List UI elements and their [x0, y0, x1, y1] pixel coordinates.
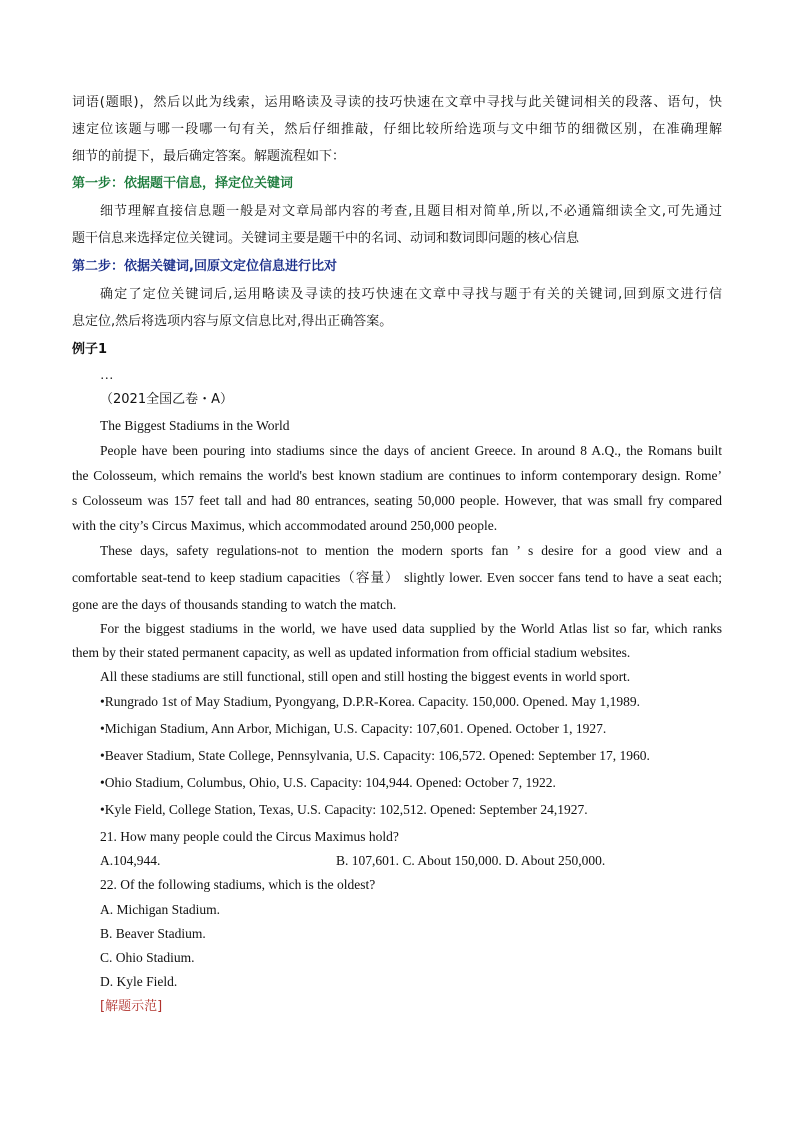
solution-demo-label: [解题示范]: [100, 999, 163, 1014]
intro-line-1: 词语(题眼)，然后以此为线索，运用略读及寻读的技巧快速在文章中寻找与此关键词相关的段落、语句，快: [72, 95, 722, 110]
q22-option: B. Beaver Stadium.: [100, 926, 206, 941]
step2-heading: 第二步：依据关键词,回原文定位信息进行比对: [72, 259, 337, 274]
stadium-item: •Rungrado 1st of May Stadium, Pyongyang, D.P.R-Korea. Capacity. 150,000. Opened. May 1,1989.: [100, 694, 641, 709]
q22-option: C. Ohio Stadium.: [100, 950, 195, 965]
passage-source: （2021全国乙卷・A）: [100, 392, 233, 407]
q22-option: D. Kyle Field.: [100, 974, 178, 989]
step2-paragraph-line-2: 息定位,然后将选项内容与原文信息比对,得出正确答案。: [72, 314, 393, 329]
step1-heading: 第一步：依据题干信息，择定位关键词: [72, 176, 294, 191]
stadium-item: •Beaver Stadium, State College, Pennsylvania, U.S. Capacity: 106,572. Opened: September 17, 1960.: [100, 748, 650, 763]
para2-line-3: gone are the days of thousands standing to watch the match.: [72, 597, 397, 612]
q21-options-bcd: B. 107,601. C. About 150,000. D. About 250,000.: [336, 853, 606, 868]
para2-line-1: These days, safety regulations-not to mention the modern sports fan ’ s desire for a good view and a: [100, 543, 722, 558]
para1-line-3: s Colosseum was 157 feet tall and had 80 entrances, seating 50,000 people. However, that was small fry compared: [72, 493, 722, 508]
example-label: 例子1: [72, 342, 108, 357]
stadium-item: •Kyle Field, College Station, Texas, U.S. Capacity: 102,512. Opened: September 24,1927.: [100, 802, 588, 817]
para1-line-2: the Colosseum, which remains the world's best known stadium are continues to inform contemporary design. Rome’: [72, 468, 722, 483]
para2-line-2: comfortable seat-tend to keep stadium capacities（容量） slightly lower. Even soccer fans tend to have a seat each;: [72, 570, 722, 585]
step1-paragraph-line-1: 细节理解直接信息题一般是对文章局部内容的考查,且题目相对简单,所以,不必通篇细读全文,可先通过: [100, 204, 722, 219]
stadium-item: •Ohio Stadium, Columbus, Ohio, U.S. Capacity: 104,944. Opened: October 7, 1922.: [100, 775, 556, 790]
para3-line-1: For the biggest stadiums in the world, we have used data supplied by the World Atlas list so far, which ranks: [100, 621, 722, 636]
intro-line-3: 细节的前提下，最后确定答案。解题流程如下：: [72, 149, 346, 164]
intro-line-2: 速定位该题与哪一段哪一句有关，然后仔细推敲，仔细比较所给选项与文中细节的细微区别，在准确理解: [72, 122, 722, 137]
para1-line-1: People have been pouring into stadiums since the days of ancient Greece. In around 8 A.Q., the Romans built: [100, 443, 722, 458]
para4: All these stadiums are still functional, still open and still hosting the biggest events in world sport.: [100, 669, 631, 684]
step2-paragraph-line-1: 确定了定位关键词后,运用略读及寻读的技巧快速在文章中寻找与题于有关的关键词,回到原文进行信: [100, 287, 722, 302]
q22-option: A. Michigan Stadium.: [100, 902, 220, 917]
q21-option-a: A.104,944.: [100, 853, 161, 868]
para3-line-2: them by their stated permanent capacity, as well as updated information from official stadium websites.: [72, 645, 631, 660]
stadium-item: •Michigan Stadium, Ann Arbor, Michigan, U.S. Capacity: 107,601. Opened. October 1, 1927.: [100, 721, 607, 736]
ellipsis: …: [100, 367, 114, 382]
passage-title: The Biggest Stadiums in the World: [100, 418, 290, 433]
step1-paragraph-line-2: 题干信息来选择定位关键词。关键词主要是题干中的名词、动词和数词即问题的核心信息: [72, 231, 580, 246]
para1-line-4: with the city’s Circus Maximus, which accommodated around 250,000 people.: [72, 518, 498, 533]
question-21: 21. How many people could the Circus Maximus hold?: [100, 829, 399, 844]
question-22: 22. Of the following stadiums, which is the oldest?: [100, 877, 376, 892]
